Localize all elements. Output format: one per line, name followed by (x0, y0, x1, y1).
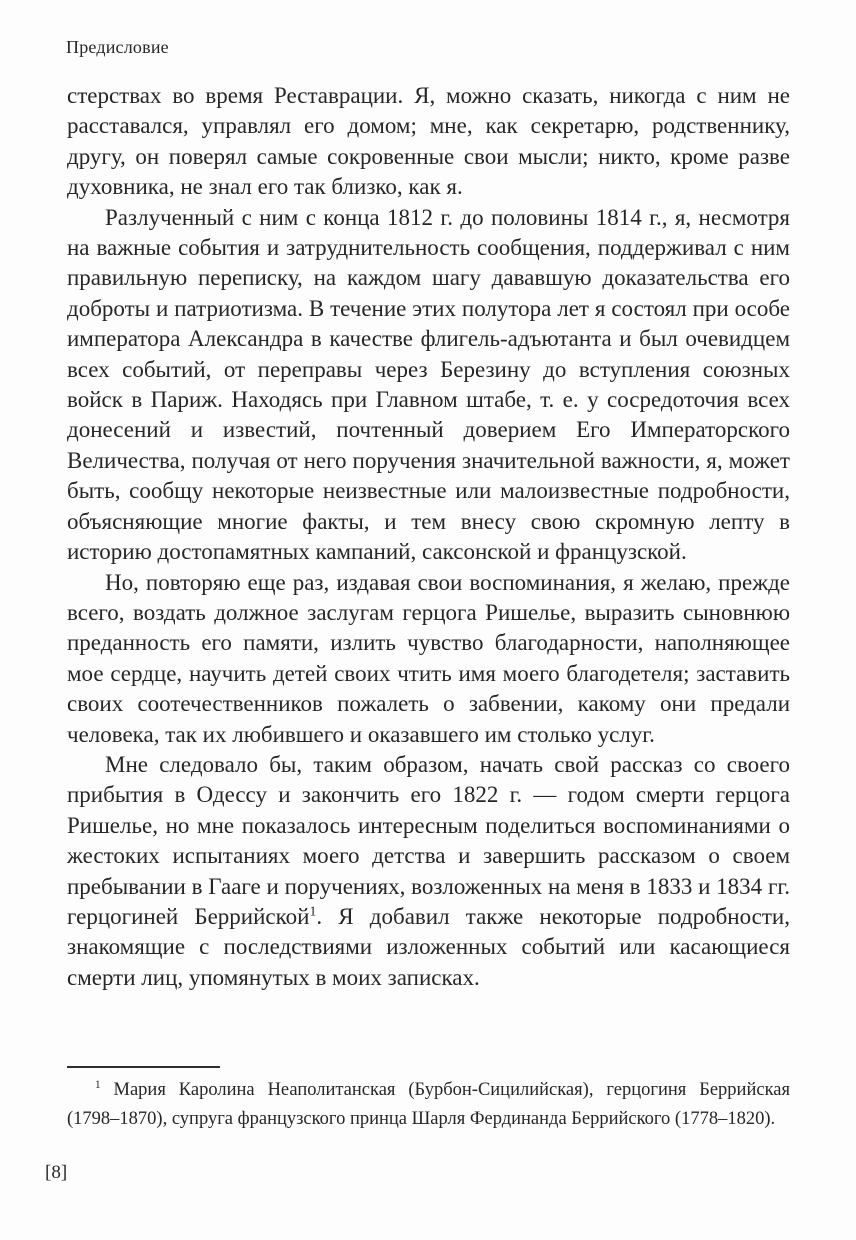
footnote-text: Мария Каролина Неаполитанская (Бурбон-Сицилийская), герцогиня Беррийская (1798–1870), супруга французского принца Шарля Фердинанда Беррийского (1778–1820). (67, 1080, 790, 1129)
paragraph-text-after-footnote-ref: . Я добавил также некоторые подробности, знакомящие с последствиями изложенных событий или касающиеся смерти лиц, упомянутых в моих записках. (67, 903, 790, 990)
main-text-block (67, 81, 790, 993)
paragraph-text-before-footnote-ref: Мне следовало бы, таким образом, начать свой рассказ со своего прибытия в Одессу и закончить его 1822 г. — годом смерти герцога Ришелье, но мне показалось интересным поделиться воспоминаниями о жестоких испытаниях моего детства и завершить рассказом о своем пребывании в Гааге и поручениях, возложенных на меня в 1833 и 1834 гг. герцогиней Беррийской (67, 751, 790, 929)
footnote-area (67, 1066, 790, 1134)
paragraph: Но, повторяю еще раз, издавая свои воспоминания, я желаю, прежде всего, воздать должное заслугам герцога Ришелье, выразить сыновнюю преданность его памяти, излить чувство благодарности, наполняющее мое сердце, научить детей своих чтить имя моего благодетеля; заставить своих соотечественников пожалеть о забвении, какому они предали человека, так их любившего и оказавшего им столько услуг. (67, 569, 790, 747)
footnote-reference: 1 (309, 903, 317, 919)
running-head: Предисловие (66, 37, 169, 57)
paragraph-continuation: стерствах во время Реставрации. Я, можно сказать, никогда с ним не расставался, управлял его домом; мне, как секретарю, родственнику, другу, он поверял самые сокровенные свои мысли; никто, кроме разве духовника, не знал его так близко, как я. (67, 83, 790, 200)
footnote-separator-rule (67, 1066, 220, 1068)
paragraph: Разлученный с ним с конца 1812 г. до половины 1814 г., я, несмотря на важные события и затруднительность сообщения, поддерживал с ним правильную переписку, на каждом шагу дававшую доказательства его доброты и патриотизма. В течение этих полутора лет я состоял при особе императора Александра в качестве флигель-адъютанта и был очевидцем всех событий, от переправы через Березину до вступления союзных войск в Париж. Находясь при Главном штабе, т. е. у сосредоточия всех донесений и известий, почтенный доверием Его Императорского Величества, получая от него поручения значительной важности, я, может быть, сообщу некоторые неизвестные или малоизвестные подробности, объясняющие многие факты, и тем внесу свою скромную лепту в историю достопамятных кампаний, саксонской и французской. (67, 204, 790, 565)
footnote (67, 1076, 790, 1134)
footnote-marker: 1 (95, 1078, 101, 1091)
page-number: [8] (45, 1162, 68, 1183)
paragraph (67, 750, 790, 993)
